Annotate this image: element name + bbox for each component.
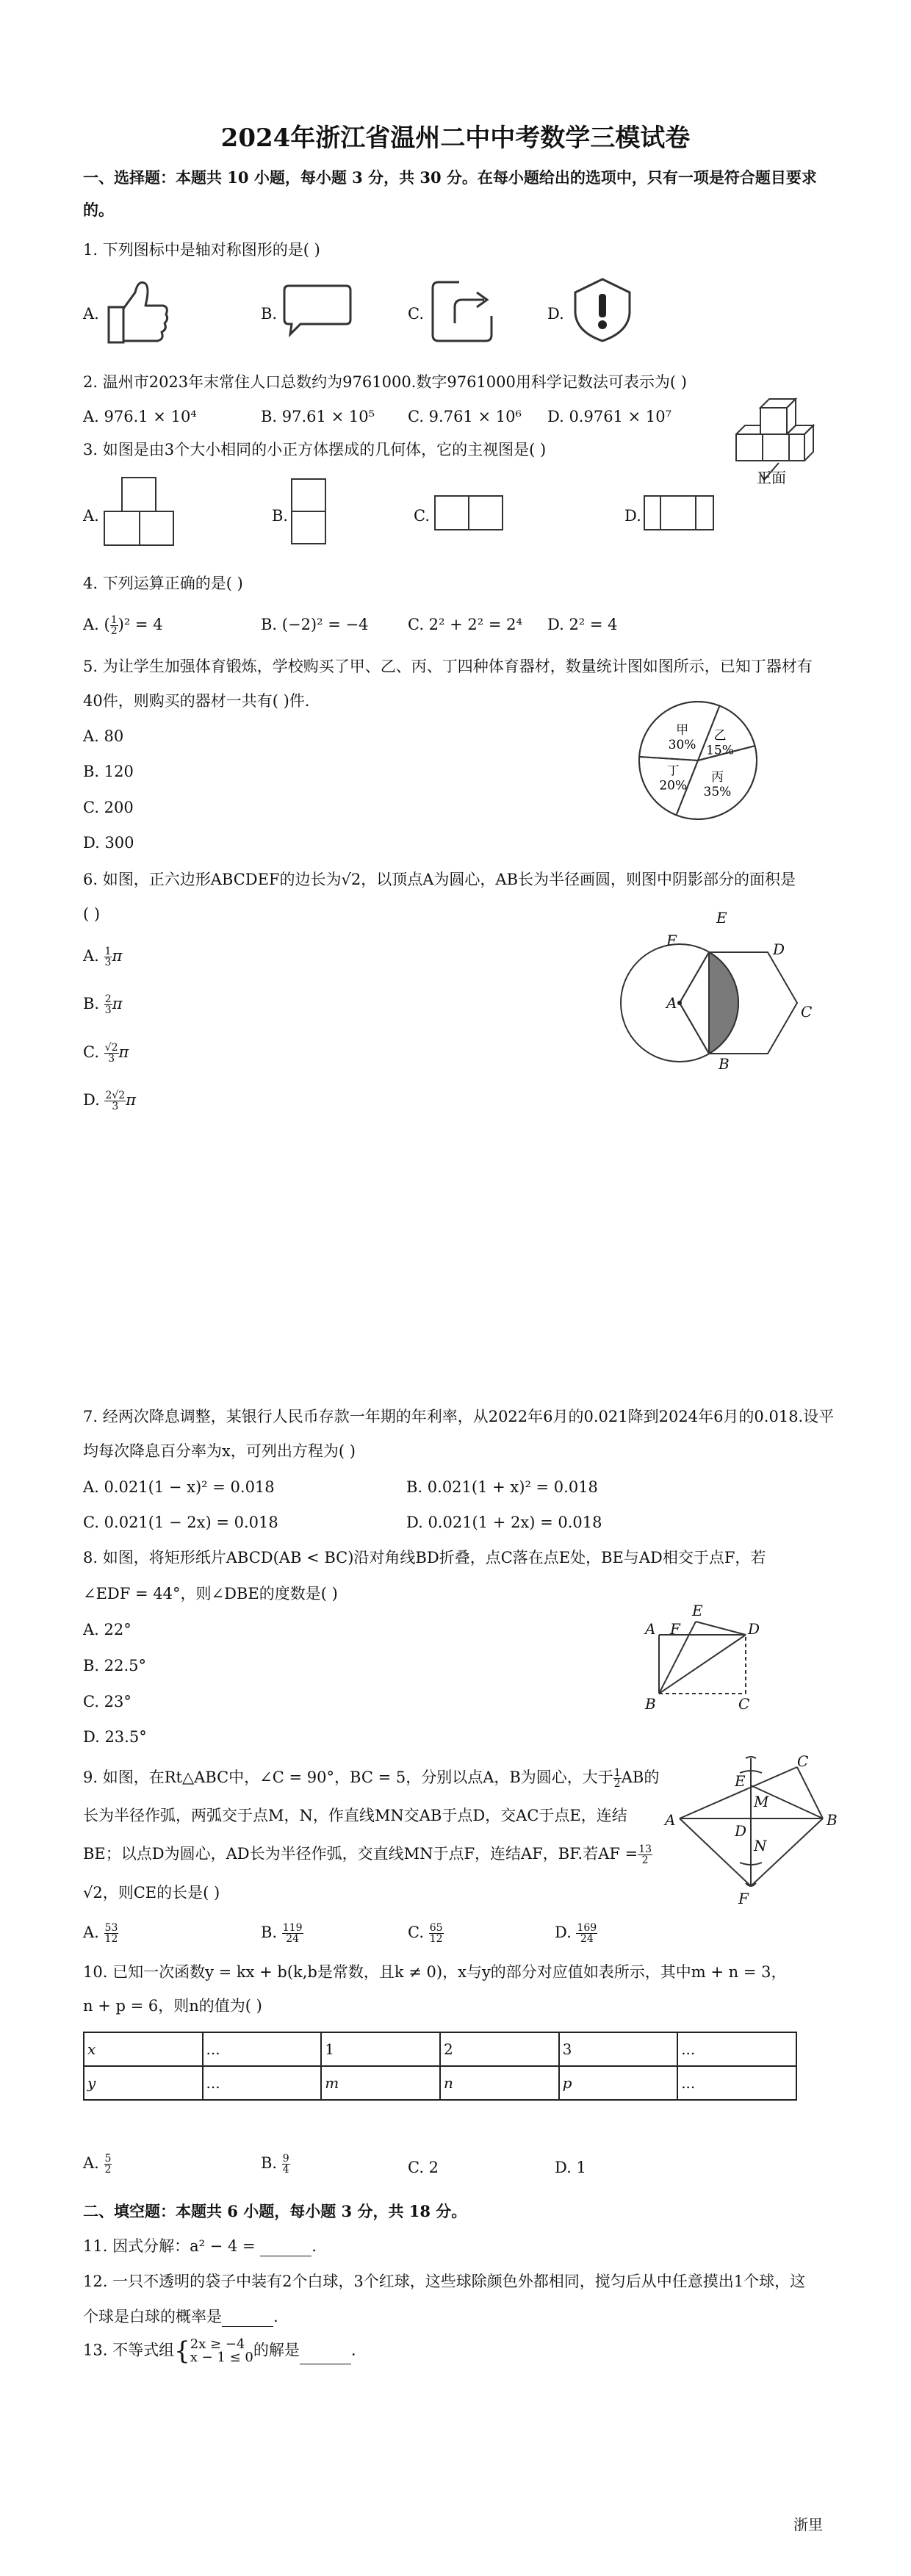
option-label: D. — [83, 1091, 100, 1109]
q9-stem3-pre: BE；以点D为圆心，AD长为半径作弧，交直线MN于点F，连结AF，BF.若AF = — [83, 1845, 638, 1863]
q7-stem-line1: 7. 经两次降息调整，某银行人民币存款一年期的年利率，从2022年6月的0.021降到2024年6月的0.018.设平 — [83, 1408, 835, 1425]
q13-eq2: x − 1 ≤ 0 — [190, 2350, 253, 2365]
q8-stem-line1: 8. 如图，将矩形纸片ABCD(AB < BC)沿对角线BD折叠，点C落在点E处，BE与AD相交于点F，若 — [83, 1549, 766, 1566]
table-cell: p — [559, 2066, 678, 2100]
q9-label-a: A — [665, 1811, 676, 1829]
q7-option-c: C. 0.021(1 − 2x) = 0.018 — [83, 1514, 278, 1531]
table-cell: ... — [677, 2066, 796, 2100]
q10-option-c: C. 2 — [408, 2159, 439, 2176]
fraction-den: 3 — [108, 1053, 115, 1065]
q9-stem1-pre: 9. 如图，在Rt△ABC中，∠C = 90°，BC = 5，分别以点A，B为圆心，大于 — [83, 1769, 613, 1786]
option-fraction — [429, 1923, 444, 1944]
q2-option-b: B. 97.61 × 10⁵ — [261, 408, 375, 425]
q8-label-f: F — [670, 1620, 680, 1638]
q8-option-b: B. 22.5° — [83, 1657, 147, 1674]
q9-option-a — [83, 1922, 118, 1944]
q10-value-table — [83, 2032, 797, 2101]
q5-option-b: B. 120 — [83, 763, 134, 780]
option-fraction — [104, 1090, 126, 1112]
q4-a-prefix: A. ( — [83, 616, 110, 633]
speech-bubble-icon — [283, 283, 353, 338]
q10-b-num: 9 — [282, 2153, 289, 2165]
option-fraction — [282, 1923, 303, 1944]
option-label: B. — [83, 995, 100, 1012]
section1-heading-cont: 的。 — [83, 201, 114, 219]
pie-percent-label: 35% — [703, 785, 732, 800]
q10-stem-line1: 10. 已知一次函数y = kx + b(k,b是常数，且k ≠ 0)，x与y的部分对应值如表所示，其中m + n = 3， — [83, 1963, 787, 1981]
q9-option-d — [555, 1922, 597, 1944]
q5-pie-chart — [632, 698, 764, 823]
q3-view-c — [433, 494, 507, 533]
fraction-den: 12 — [429, 1933, 443, 1945]
fraction-den: 24 — [286, 1933, 300, 1945]
option-label: A. — [83, 1924, 99, 1941]
option-label: C. — [408, 1924, 424, 1941]
fraction-num: 2 — [104, 993, 112, 1005]
option-fraction — [576, 1923, 597, 1944]
fraction-den: 3 — [112, 1101, 119, 1112]
fraction-num: √2 — [104, 1042, 118, 1054]
q4-option-a — [83, 614, 163, 636]
q9-stem-line3 — [83, 1843, 652, 1866]
q6-option-b — [83, 993, 123, 1015]
q9-label-b: B — [827, 1811, 838, 1829]
table-cell: ... — [677, 2032, 796, 2066]
option-label: A. — [83, 947, 99, 965]
q4-option-d: D. 2² = 4 — [547, 616, 618, 633]
option-fraction — [104, 1043, 119, 1064]
q13-eq1: 2x ≥ −4 — [190, 2336, 245, 2352]
q9-stem1-post: AB的 — [621, 1769, 660, 1786]
table-cell: 3 — [559, 2032, 678, 2066]
table-cell: ... — [203, 2032, 322, 2066]
q8-label-e: E — [692, 1602, 703, 1619]
q9-stem1-den: 2 — [613, 1778, 621, 1790]
option-fraction — [104, 946, 112, 968]
section1-heading: 一、选择题：本题共 10 小题，每小题 3 分，共 30 分。在每小题给出的选项中，只有一项是符合题目要求 — [83, 168, 817, 187]
q10-option-d: D. 1 — [555, 2159, 586, 2176]
q5-stem-line1: 5. 为让学生加强体育锻炼，学校购买了甲、乙、丙、丁四种体育器材，数量统计图如图所示，已知丁器材有 — [83, 658, 813, 675]
brace-symbol: { — [174, 2336, 190, 2366]
q10-a-label: A. — [83, 2154, 99, 2172]
option-fraction — [104, 994, 112, 1015]
table-cell: y — [84, 2066, 203, 2100]
fraction-num: 53 — [104, 1922, 118, 1934]
q8-option-d: D. 23.5° — [83, 1728, 147, 1746]
answer-blank[interactable] — [260, 2241, 312, 2256]
fraction-num: 119 — [282, 1922, 303, 1934]
warning-shield-icon — [569, 276, 635, 344]
q7-option-d: D. 0.021(1 + 2x) = 0.018 — [406, 1514, 602, 1531]
q9-label-n: N — [754, 1837, 767, 1854]
q9-stem-line4: √2，则CE的长是( ) — [83, 1884, 220, 1902]
table-cell: 2 — [440, 2032, 559, 2066]
q9-label-m: M — [754, 1793, 769, 1810]
pie-percent-label: 30% — [668, 738, 696, 753]
q10-option-a — [83, 2153, 112, 2175]
q4-option-c: C. 2² + 2² = 2⁴ — [408, 616, 522, 633]
q13-stem: 13. 不等式组{ 2x ≥ −4 x − 1 ≤ 0 的解是 . — [83, 2336, 356, 2366]
q1-option-a: A. — [83, 305, 99, 323]
pie-percent-label: 20% — [659, 778, 688, 794]
option-fraction — [104, 1923, 119, 1944]
option-label: D. — [555, 1924, 572, 1941]
q6-label-e: E — [716, 909, 727, 927]
front-view-label: 正面 — [757, 469, 786, 486]
q2-stem: 2. 温州市2023年末常住人口总数约为9761000.数字9761000用科学记数法可表示为( ) — [83, 373, 687, 391]
q1-stem: 1. 下列图标中是轴对称图形的是( ) — [83, 241, 320, 259]
pi-symbol: π — [118, 1043, 129, 1061]
pie-category-label: 丁 — [666, 763, 680, 779]
q7-option-a: A. 0.021(1 − x)² = 0.018 — [83, 1478, 275, 1496]
fraction-den: 24 — [580, 1933, 594, 1945]
page-title: 2024年浙江省温州二中中考数学三模试卷 — [220, 123, 691, 153]
q8-option-c: C. 23° — [83, 1693, 132, 1710]
q3-view-b — [290, 478, 331, 548]
fraction-num: 2√2 — [105, 1090, 126, 1101]
q9-label-c: C — [797, 1752, 809, 1770]
section2-heading: 二、填空题：本题共 6 小题，每小题 3 分，共 18 分。 — [83, 2202, 467, 2220]
q6-label-b: B — [719, 1055, 730, 1073]
q8-label-a: A — [645, 1620, 656, 1638]
table-cell: 1 — [321, 2032, 440, 2066]
q8-label-d: D — [748, 1620, 760, 1638]
q9-stem3-fraction — [638, 1844, 652, 1866]
q6-option-a — [83, 946, 122, 968]
answer-blank[interactable] — [300, 2349, 351, 2364]
q11-stem: 11. 因式分解：a² − 4 = . — [83, 2237, 317, 2255]
q4-stem: 4. 下列运算正确的是( ) — [83, 575, 243, 592]
table-cell: x — [84, 2032, 203, 2066]
answer-blank[interactable] — [222, 2311, 273, 2327]
pi-symbol: π — [126, 1091, 137, 1109]
q12-text: 个球是白球的概率是 — [83, 2308, 222, 2325]
table-row — [84, 2032, 796, 2066]
q9-stem3-num: 13 — [638, 1843, 652, 1855]
table-cell: m — [321, 2066, 440, 2100]
q8-stem-line2: ∠EDF = 44°，则∠DBE的度数是( ) — [83, 1585, 338, 1602]
fraction-den: 3 — [104, 1004, 112, 1016]
q9-stem1-fraction — [613, 1768, 622, 1789]
q3-stem: 3. 如图是由3个大小相同的小正方体摆成的几何体，它的主视图是( ) — [83, 441, 547, 458]
q10-b-den: 4 — [282, 2164, 289, 2176]
q5-option-d: D. 300 — [83, 834, 134, 852]
q1-option-b: B. — [261, 305, 278, 323]
q4-a-den: 2 — [110, 625, 118, 637]
table-row — [84, 2066, 796, 2100]
q6-stem-line2: ( ) — [83, 905, 101, 923]
q9-label-d: D — [735, 1822, 747, 1840]
q11-text: 11. 因式分解：a² − 4 = — [83, 2237, 261, 2255]
pie-category-label: 丙 — [710, 770, 724, 785]
q7-option-b: B. 0.021(1 + x)² = 0.018 — [406, 1478, 598, 1496]
q8-option-a: A. 22° — [83, 1621, 132, 1638]
q5-option-c: C. 200 — [83, 799, 134, 816]
table-cell: ... — [203, 2066, 322, 2100]
q9-construction-figure — [672, 1752, 834, 1899]
footer-watermark: 浙里 — [793, 2516, 823, 2533]
q10-a-den: 2 — [104, 2164, 112, 2176]
pi-symbol: π — [112, 947, 123, 965]
q6-label-c: C — [801, 1003, 813, 1021]
thumbs-up-icon — [103, 278, 169, 344]
q10-b-fraction — [282, 2154, 290, 2175]
q9-stem-line1 — [83, 1767, 659, 1789]
fraction-den: 3 — [104, 957, 112, 968]
q1-option-c: C. — [408, 305, 424, 323]
q4-option-b: B. (−2)² = −4 — [261, 616, 369, 633]
q10-a-fraction — [104, 2154, 112, 2175]
q7-stem-line2: 均每次降息百分率为x，可列出方程为( ) — [83, 1442, 356, 1460]
q9-stem3-den: 2 — [641, 1854, 649, 1866]
q6-option-d — [83, 1090, 136, 1112]
q9-label-f: F — [738, 1890, 749, 1907]
q5-option-a: A. 80 — [83, 727, 124, 745]
q6-label-f: F — [666, 932, 677, 949]
q3-option-c: C. — [414, 507, 430, 525]
q10-stem-line2: n + p = 6，则n的值为( ) — [83, 1997, 262, 2015]
fraction-num: 169 — [577, 1922, 597, 1934]
q13-system — [190, 2338, 253, 2364]
q8-label-b: B — [645, 1695, 656, 1713]
q2-option-c: C. 9.761 × 10⁶ — [408, 408, 522, 425]
q6-label-d: D — [773, 940, 785, 958]
q3-view-d — [643, 494, 716, 533]
q10-option-b — [261, 2153, 290, 2175]
q3-option-d: D. — [624, 507, 641, 525]
pie-category-label: 乙 — [713, 728, 727, 744]
q2-option-a: A. 976.1 × 10⁴ — [83, 408, 197, 425]
table-cell: n — [440, 2066, 559, 2100]
fraction-den: 12 — [104, 1933, 118, 1945]
q6-option-c — [83, 1042, 129, 1064]
q9-stem-line2: 长为半径作弧，两弧交于点M，N，作直线MN交AB于点D，交AC于点E，连结 — [83, 1807, 627, 1824]
pie-percent-label: 15% — [706, 743, 734, 758]
option-label: B. — [261, 1924, 278, 1941]
share-arrow-icon — [430, 278, 496, 344]
fraction-num: 1 — [104, 946, 112, 957]
option-label: C. — [83, 1043, 99, 1061]
q6-hexagon-figure — [613, 900, 804, 1069]
q4-a-fraction — [110, 615, 118, 636]
q10-a-num: 5 — [104, 2153, 112, 2165]
q3-option-a: A. — [83, 507, 99, 525]
q9-label-e: E — [735, 1772, 746, 1790]
q5-stem-line2: 40件，则购买的器材一共有( )件. — [83, 692, 310, 710]
q3-view-a — [103, 476, 176, 548]
q10-b-label: B. — [261, 2154, 278, 2172]
q8-label-c: C — [738, 1695, 750, 1713]
q2-option-d: D. 0.9761 × 10⁷ — [547, 408, 672, 425]
q13-post: 的解是 — [253, 2341, 300, 2359]
q13-pre: 13. 不等式组 — [83, 2341, 175, 2359]
q6-stem-line1: 6. 如图，正六边形ABCDEF的边长为√2，以顶点A为圆心，AB长为半径画圆，则图中阴影部分的面积是 — [83, 871, 796, 888]
q9-option-b — [261, 1922, 303, 1944]
pi-symbol: π — [112, 995, 123, 1012]
pie-category-label: 甲 — [676, 723, 689, 738]
q9-option-c — [408, 1922, 444, 1944]
q6-label-a: A — [666, 994, 677, 1012]
q12-stem-line1: 12. 一只不透明的袋子中装有2个白球，3个红球，这些球除颜色外都相同，搅匀后从中任意摸出1个球，这 — [83, 2273, 806, 2290]
q4-a-num: 1 — [110, 614, 118, 626]
q3-option-b: B. — [272, 507, 289, 525]
q12-stem-line2: 个球是白球的概率是 . — [83, 2308, 278, 2325]
q9-stem1-num: 1 — [613, 1767, 621, 1779]
fraction-num: 65 — [429, 1922, 443, 1934]
q1-option-d: D. — [547, 305, 564, 323]
q4-a-suffix: )² = 4 — [118, 616, 163, 633]
